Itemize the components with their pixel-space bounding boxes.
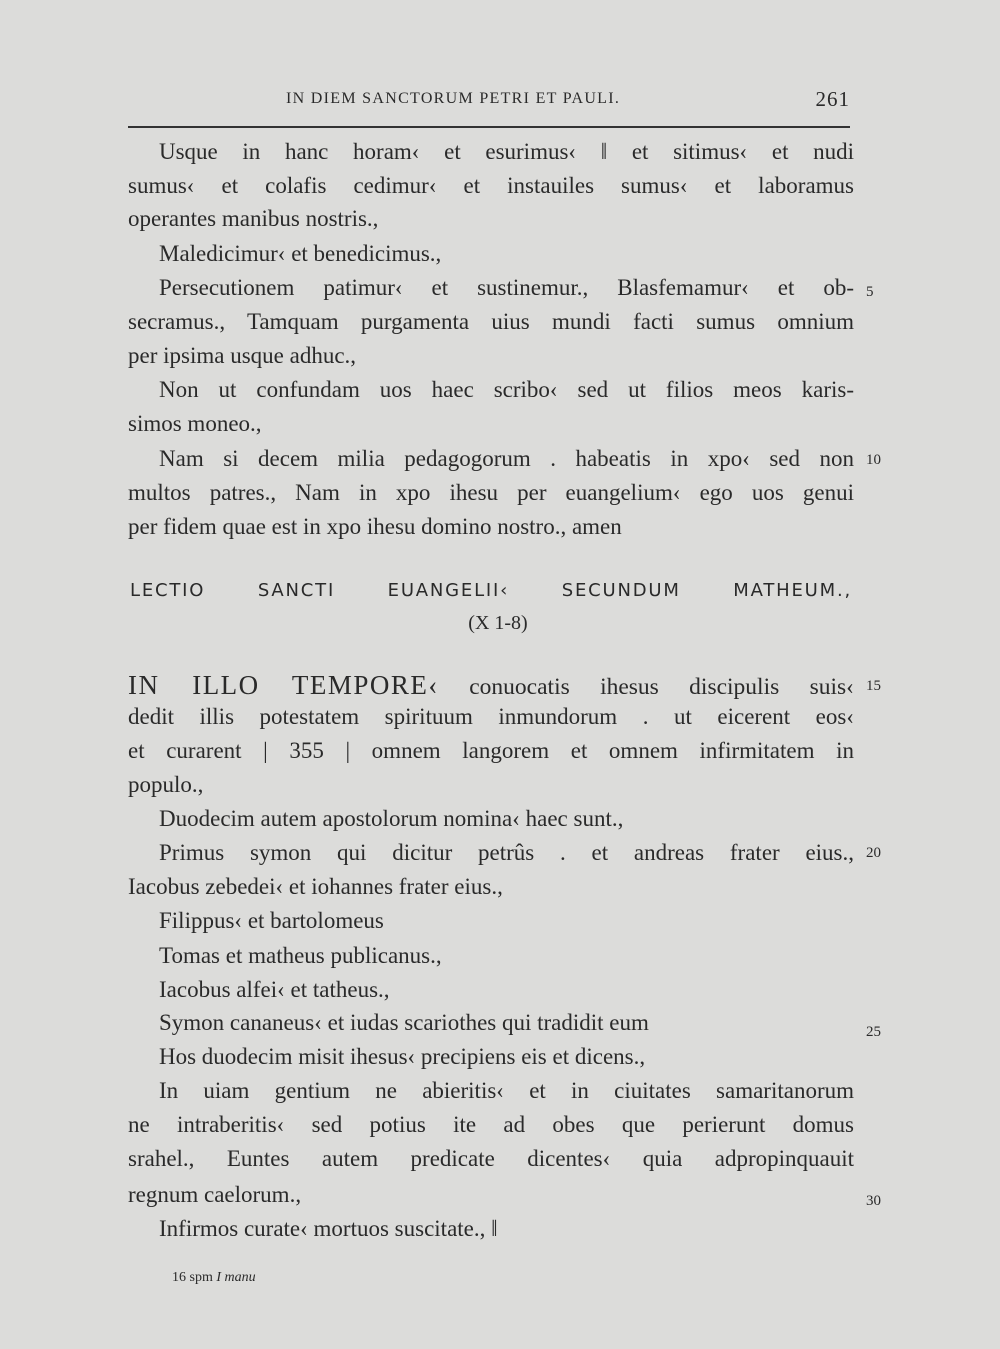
section-reference: (X 1-8) — [468, 612, 528, 634]
line-number: 10 — [866, 452, 881, 468]
line-number: 5 — [866, 284, 874, 300]
text-line — [128, 670, 854, 700]
footnote-text: 16 spm — [172, 1270, 213, 1285]
text-line: Duodecim autem apostolorum nomina‹ haec sunt., — [159, 806, 624, 831]
text-line: Usque in hanc horam‹ et esurimus‹ ‖ et sitimus‹ et nudi — [159, 139, 854, 164]
text-line: secramus., Tamquam purgamenta uius mundi facti sumus omnium — [128, 309, 854, 334]
footnote-italic: manu — [224, 1270, 256, 1285]
text-line: Persecutionem patimur‹ et sustinemur., Blasfemamur‹ et ob- — [159, 275, 854, 300]
text-line: In uiam gentium ne abieritis‹ et in ciuitates samaritanorum — [159, 1078, 854, 1103]
text-line: regnum caelorum., — [128, 1182, 302, 1207]
text-line: Infirmos curate‹ mortuos suscitate., ‖ — [159, 1216, 498, 1241]
footnote: 16 spm I manu — [172, 1270, 256, 1285]
text-line: Tomas et matheus publicanus., — [159, 943, 442, 968]
text-line: populo., — [128, 772, 204, 797]
text-line: Nam si decem milia pedagogorum . habeatis in xpo‹ sed non — [159, 446, 854, 471]
page-header — [128, 87, 850, 114]
text-line: operantes manibus nostris., — [128, 206, 379, 231]
text-line: Filippus‹ et bartolomeus — [159, 908, 384, 933]
text-line: ne intraberitis‹ sed potius ite ad obes que perierunt domus — [128, 1112, 854, 1137]
section-title: LECTIO SANCTI EUANGELII‹ SECUNDUM MATHEUM., — [130, 580, 852, 601]
text-line: multos patres., Nam in xpo ihesu per euangelium‹ ego uos genui — [128, 480, 854, 505]
text-line: sumus‹ et colafis cedimur‹ et instauiles sumus‹ et laboramus — [128, 173, 854, 198]
text-line: Iacobus alfei‹ et tatheus., — [159, 977, 390, 1002]
page-number: 261 — [815, 87, 850, 111]
line-number: 30 — [866, 1193, 881, 1209]
running-title: IN DIEM SANCTORUM PETRI ET PAULI. — [286, 90, 621, 107]
text-line: Iacobus zebedei‹ et iohannes frater eius., — [128, 874, 503, 899]
text-line: srahel., Euntes autem predicate dicentes‹ quia adpropinquauit — [128, 1146, 854, 1171]
text-line: per fidem quae est in xpo ihesu domino nostro., amen — [128, 514, 622, 539]
text-line: simos moneo., — [128, 411, 262, 436]
text-line: Hos duodecim misit ihesus‹ precipiens eis et dicens., — [159, 1044, 646, 1069]
header-rule — [128, 126, 850, 128]
text-line: Symon cananeus‹ et iudas scariothes qui tradidit eum — [159, 1010, 649, 1035]
text-line: dedit illis potestatem spirituum inmundorum . ut eicerent eos‹ — [128, 704, 854, 729]
line-number: 15 — [866, 678, 881, 694]
line-number: 25 — [866, 1024, 881, 1040]
text-line: et curarent | 355 | omnem langorem et omnem infirmitatem in — [128, 738, 854, 763]
line-number: 20 — [866, 845, 881, 861]
text-line: Non ut confundam uos haec scribo‹ sed ut filios meos karis- — [159, 377, 854, 402]
text-line: Primus symon qui dicitur petrûs . et andreas frater eius., — [159, 840, 854, 865]
opening-small-caps: IN ILLO TEMPORE‹ — [128, 670, 439, 700]
text-line-rest: conuocatis ihesus discipulis suis‹ — [438, 674, 854, 700]
text-line: per ipsima usque adhuc., — [128, 343, 357, 368]
text-line: Maledicimur‹ et benedicimus., — [159, 241, 442, 266]
